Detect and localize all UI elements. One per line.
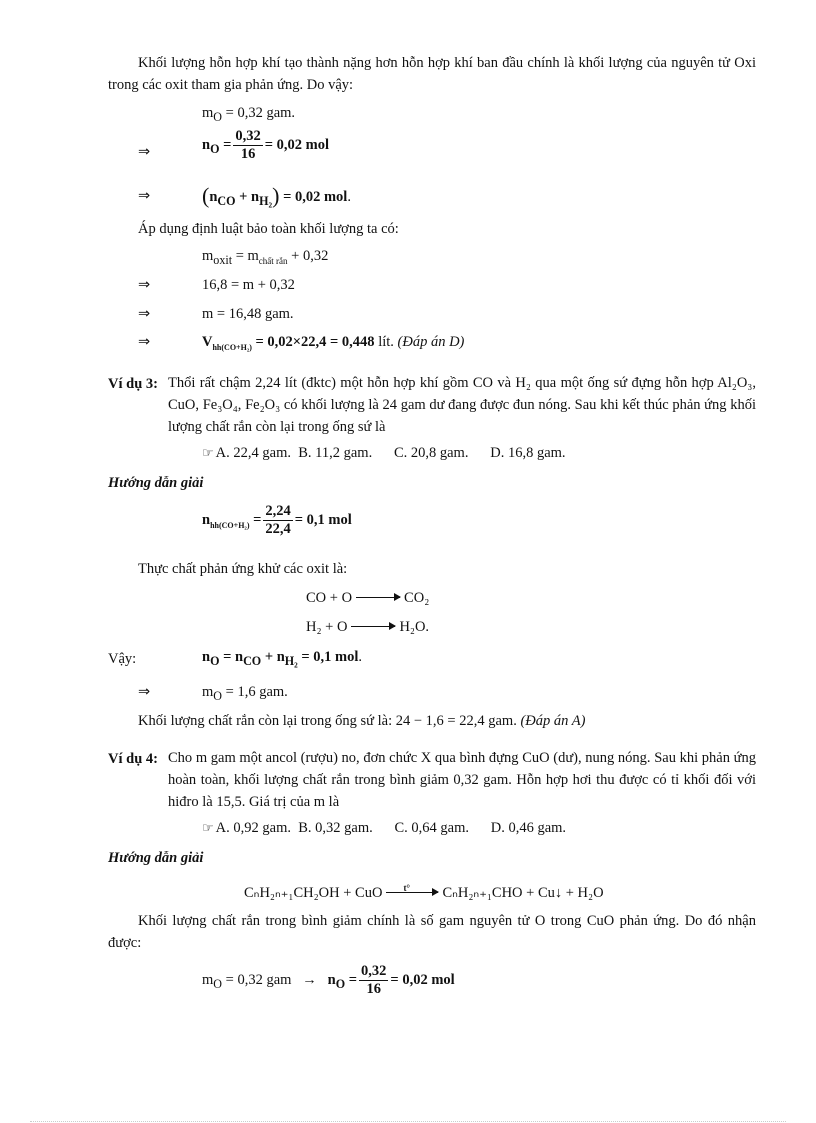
volume-line: $V_{hh(CO+H_2)} = 0,02\times 22,4 = 0,448$ lít. (Đáp án D) xyxy=(202,334,465,352)
fraction: $\frac{0,32}{16}$ xyxy=(361,963,387,998)
implies-symbol: ⇒ xyxy=(138,306,151,322)
implies-symbol: ⇒ xyxy=(138,277,151,293)
mo-value-line: $m_O = 1,6$ gam. xyxy=(202,684,288,703)
implies-symbol: ⇒ xyxy=(138,684,151,700)
answer-note: (Đáp án D) xyxy=(397,334,465,350)
final-no-line: $m_O = 0,32$ gam → $n_O$ = $\frac{0,32}{16}$ = 0,02 mol xyxy=(202,963,455,998)
fraction: $\frac{0,32}{16}$ xyxy=(235,128,261,163)
option-a: A. 0,92 gam. xyxy=(215,820,291,836)
reaction-1: CO + O CO₂ xyxy=(306,590,430,606)
option-b: B. 0,32 gam. xyxy=(298,820,373,836)
example4-guide-heading: Hướng dẫn giải xyxy=(108,850,204,866)
option-a: A. 22,4 gam. xyxy=(215,445,291,461)
heat-arrow-icon: t° xyxy=(386,892,438,893)
eq-line-3: m = 16,48 gam. xyxy=(202,306,294,322)
example4-explain: Khối lượng chất rắn trong bình giảm chính là số gam nguyên tử O trong CuO phản ứng. Do đó nhận được: xyxy=(108,913,756,951)
option-c: C. 20,8 gam. xyxy=(393,445,469,461)
arrow-icon xyxy=(356,597,400,598)
option-b: B. 11,2 gam. xyxy=(298,445,373,461)
mass-balance-line: $m_{oxit} = m_{chất rắn} + 0,32$ xyxy=(202,248,329,267)
no-fraction-line: $n_O$ = $\frac{0,32}{16}$ = 0,02 mol xyxy=(202,128,329,163)
law-text: Áp dụng định luật bảo toàn khối lượng ta có: xyxy=(138,221,399,237)
implies-symbol: ⇒ xyxy=(138,334,151,350)
reaction-2: H₂ + O H₂O. xyxy=(306,619,430,635)
option-d: D. 0,46 gam. xyxy=(490,820,567,836)
example3-question: Thổi rất chậm 2,24 lít (đktc) một hỗn hợp khí gồm CO và H₂ qua một ống sứ đựng hỗn hợp Al₂O₃, CuO, Fe₃O₄, Fe₂O₃ có khối lượng là 24 gam dư đang được đun nóng. Sau khi kết thúc phản ứng khối lượng chất rắn còn lại trong ống sứ là xyxy=(168,375,756,435)
implies-symbol: ⇒ xyxy=(138,144,151,160)
example4-label: Ví dụ 4: xyxy=(108,751,158,767)
arrow-icon xyxy=(351,626,395,627)
n-hh-line: $n_{hh(CO+H_2)}$ = $\frac{2,24}{22,4}$ = 0,1 mol xyxy=(202,503,352,538)
alcohol-oxidation-equation: CₙH₂ₙ₊₁CH₂OH + CuO t° CₙH₂ₙ₊₁CHO + Cu↓ + H₂O xyxy=(244,883,604,901)
example3-options xyxy=(202,444,566,463)
page-bottom-divider xyxy=(30,1121,786,1122)
pointing-hand-icon: ☞ xyxy=(202,446,214,461)
remaining-mass-line: Khối lượng chất rắn còn lại trong ống sứ là: 24 − 1,6 = 22,4 gam. (Đáp án A) xyxy=(138,713,586,729)
sum-n-line: $(n_{CO} + n_{H_2}) = 0,02$ mol. xyxy=(202,183,351,208)
example3-guide-heading: Hướng dẫn giải xyxy=(108,475,204,491)
example4-options xyxy=(202,819,566,838)
essence-text: Thực chất phản ứng khử các oxit là: xyxy=(138,561,348,577)
fraction: $\frac{2,24}{22,4}$ xyxy=(265,503,291,538)
answer-note: (Đáp án A) xyxy=(520,713,586,729)
implies-symbol: ⇒ xyxy=(138,188,151,204)
option-d: D. 16,8 gam. xyxy=(490,445,566,461)
example3-label: Ví dụ 3: xyxy=(108,376,158,392)
mo-line: $m_O = 0,32$ gam. xyxy=(202,105,296,124)
pointing-hand-icon: ☞ xyxy=(202,821,214,836)
n-o-sum-line: $n_O = n_{CO} + n_{H_2} = 0,1$ mol. xyxy=(202,649,363,668)
example4-question: Cho m gam một ancol (rượu) no, đơn chức X qua bình đựng CuO (dư), nung nóng. Sau khi phản ứng hoàn toàn, khối lượng chất rắn trong bình giảm 0,32 gam. Hỗn hợp hơi thu được có tỉ khối đối với hiđro là 15,5. Giá trị của m là xyxy=(168,750,756,810)
vay-label: Vậy: xyxy=(108,651,137,667)
option-c: C. 0,64 gam. xyxy=(394,820,469,836)
eq-line-2: 16,8 = m + 0,32 xyxy=(202,277,295,293)
intro-paragraph: Khối lượng hỗn hợp khí tạo thành nặng hơn hỗn hợp khí ban đầu chính là khối lượng của nguyên tử Oxi trong các oxit tham gia phản ứng. Do vậy: xyxy=(108,55,756,93)
